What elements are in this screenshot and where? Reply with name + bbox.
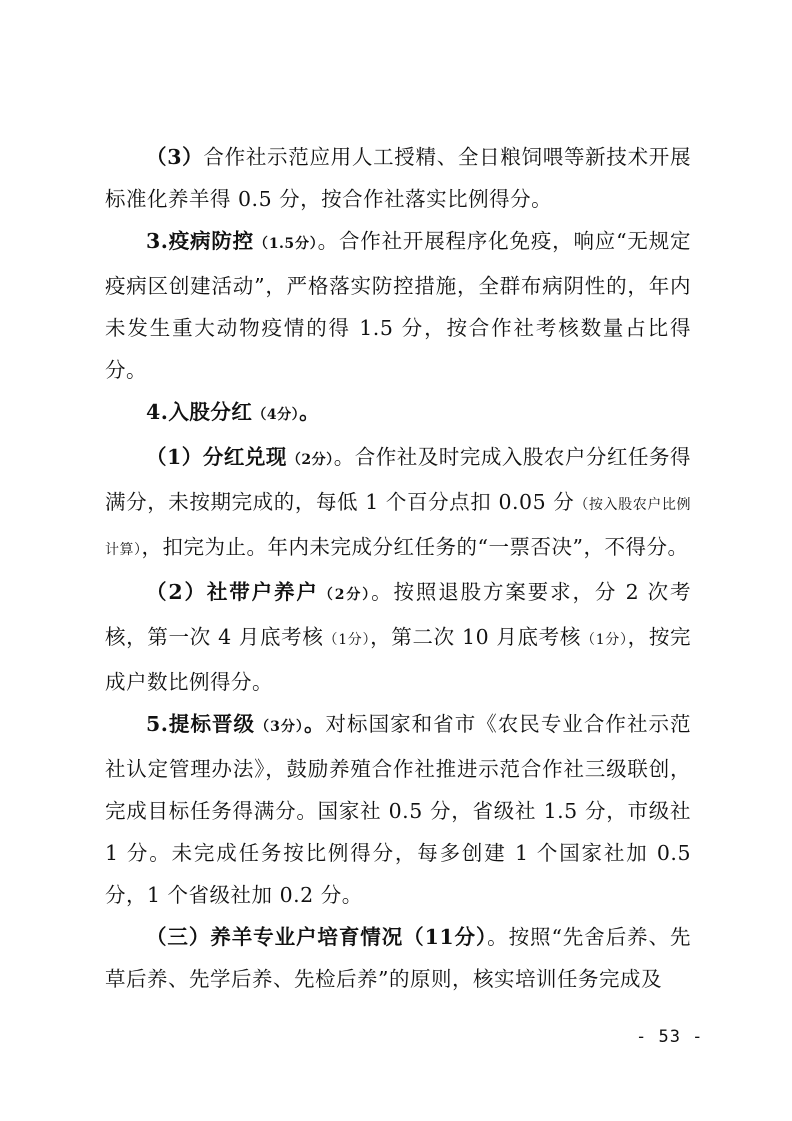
paragraph-5-note-a: （1分） <box>323 632 371 648</box>
paragraph-3 <box>105 391 691 436</box>
paragraph-4-heading: （1）分红兑现 <box>146 445 287 469</box>
document-body <box>105 136 691 1000</box>
paragraph-5-score: （2分） <box>318 587 372 603</box>
paragraph-2 <box>105 220 691 391</box>
paragraph-4-body-b: ，扣完为止。年内未完成分红任务的“一票否决”，不得分。 <box>141 535 689 559</box>
paragraph-7-heading: （三）养羊专业户培育情况（11分） <box>146 925 488 949</box>
paragraph-1 <box>105 136 691 220</box>
paragraph-5-note-b: （1分） <box>581 632 628 648</box>
paragraph-6-period: 。 <box>303 712 326 736</box>
paragraph-4 <box>105 436 691 571</box>
paragraph-6-score: （3分） <box>255 719 304 735</box>
paragraph-4-score: （2分） <box>286 452 334 468</box>
paragraph-1-heading: （3） <box>146 145 204 169</box>
paragraph-5-body-b: ，第二次 10 月底考核 <box>370 625 582 649</box>
paragraph-3-score: （4分） <box>252 407 300 423</box>
paragraph-2-heading: 3.疫病防控 <box>146 229 254 253</box>
paragraph-4-note: （按入股农户比例计算） <box>105 497 691 558</box>
paragraph-6-body: 对标国家和省市《农民专业合作社示范社认定管理办法》，鼓励养殖合作社推进示范合作社三级联创，完成目标任务得满分。国家社 0.5 分，省级社 1.5 分，市级社 1 分。未完成任务按比例得分，每多创建 1 个国家社加 0.5 分，1 个省级社加 0.2 分。 <box>105 712 692 907</box>
paragraph-6-heading: 5.提标晋级 <box>146 712 256 736</box>
paragraph-4-body-a: 。合作社及时完成入股农户分红任务得满分，未按期完成的，每低 1 个百分点扣 0.05 分 <box>105 445 692 514</box>
paragraph-1-body: 合作社示范应用人工授精、全日粮饲喂等新技术开展标准化养羊得 0.5 分，按合作社落实比例得分。 <box>105 145 692 211</box>
paragraph-7 <box>105 916 691 1000</box>
paragraph-6 <box>105 703 691 916</box>
paragraph-3-period: 。 <box>299 400 321 424</box>
paragraph-7-body: 。按照“先舍后养、先草后养、先学后养、先检后养”的原则，核实培训任务完成及 <box>105 925 692 991</box>
paragraph-3-heading: 4.入股分红 <box>146 400 253 424</box>
page-number: - 53 - <box>636 1027 704 1047</box>
paragraph-5-heading: （2）社带户养户 <box>146 580 319 604</box>
paragraph-5-body-a: 。按照退股方案要求，分 2 次考核，第一次 4 月底考核 <box>105 580 691 649</box>
paragraph-2-body: 。合作社开展程序化免疫，响应“无规定疫病区创建活动”，严格落实防控措施，全群布病阴性的，年内未发生重大动物疫情的得 1.5 分，按合作社考核数量占比得分。 <box>105 229 692 382</box>
paragraph-2-score: （1.5分） <box>254 236 318 252</box>
paragraph-5-body-c: ，按完成户数比例得分。 <box>105 625 692 694</box>
paragraph-5 <box>105 571 691 703</box>
